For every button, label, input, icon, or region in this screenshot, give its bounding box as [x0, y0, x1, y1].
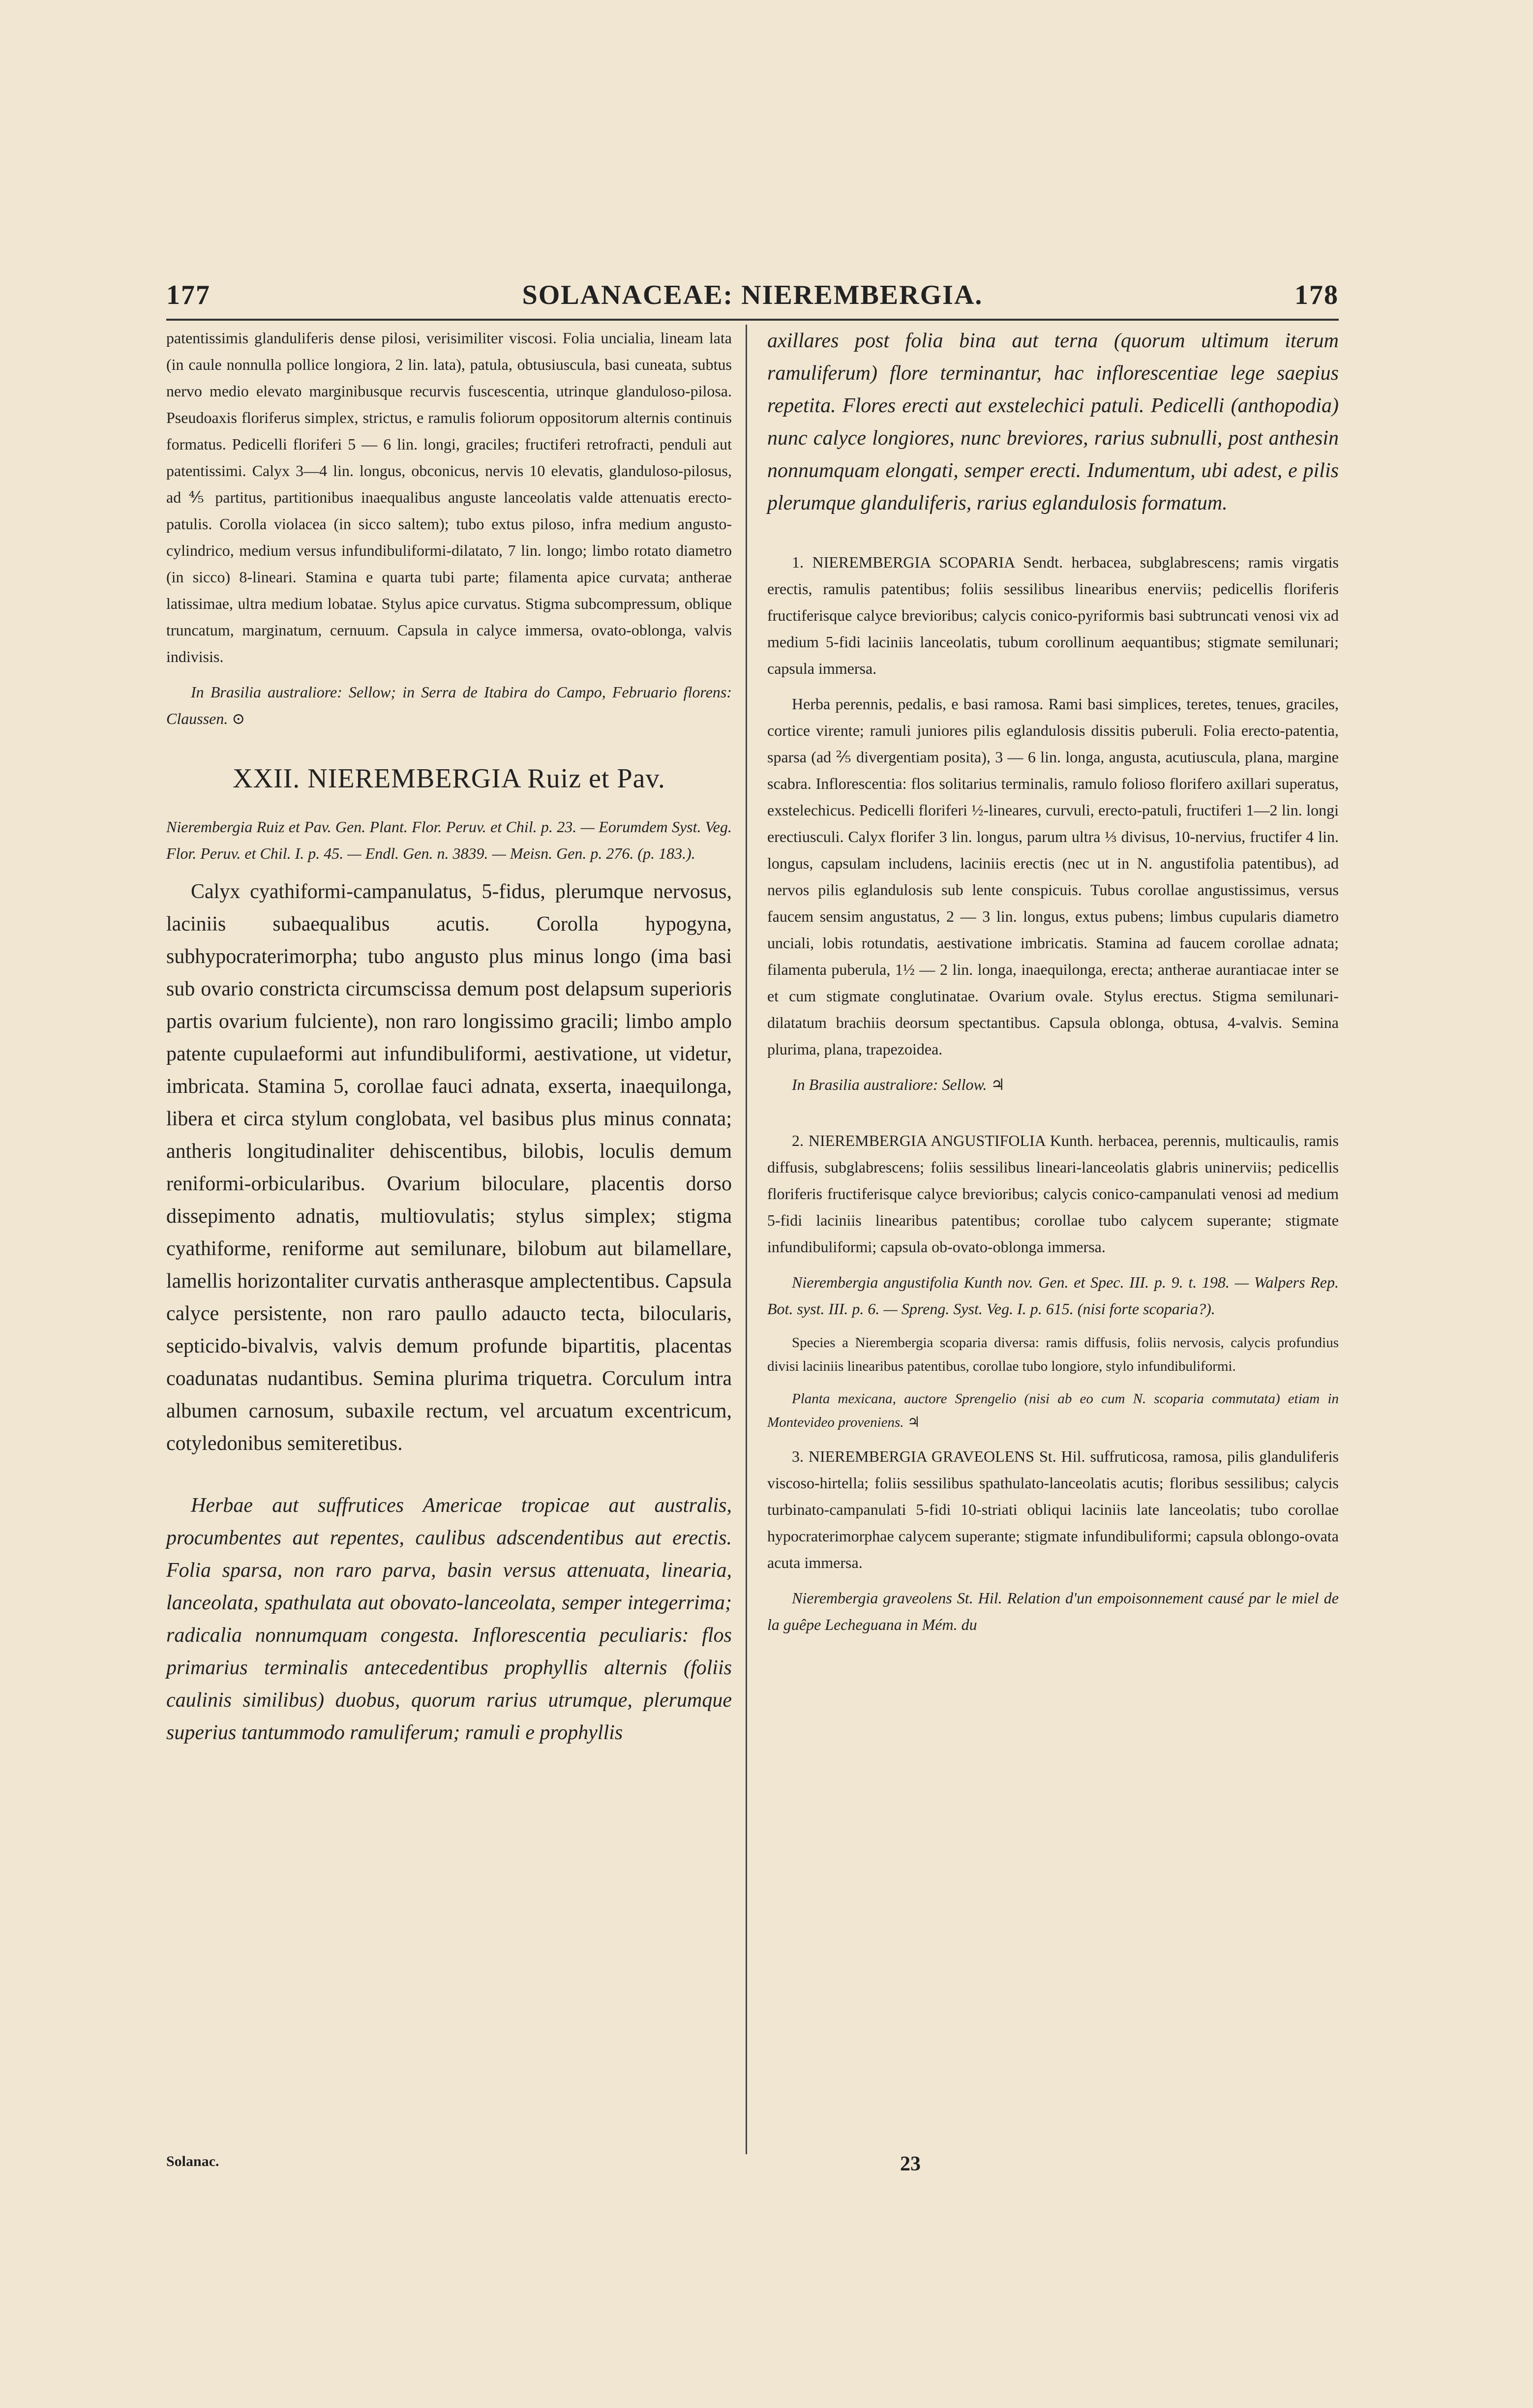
genus-habit: Herbae aut suffrutices Americae tropicae aut australis, procumbentes aut repentes, caulibus adscendentibus aut erectis. Folia sparsa, non raro parva, basin versus attenuata, linearia, lanceolata, spathulata aut obovato-lanceolata, semper integerrima; radicalia nonnumquam congesta. Inflorescentia peculiaris: flos primarius terminalis antecedentibus prophyllis alternis (foliis caulinis similibus) duobus, quorum rarius utrumque, plerumque superius tantummodo ramuliferum; ramuli e prophyllis	[166, 1494, 732, 1744]
genus-heading: XXII. NIEREMBERGIA Ruiz et Pav.	[233, 763, 665, 794]
genus-synonymy: Nierembergia Ruiz et Pav. Gen. Plant. Flor. Peruv. et Chil. p. 23. — Eorumdem Syst. Veg. Flor. Peruv. et Chil. I. p. 45. — Endl. Gen. n. 3839. — Meisn. Gen. p. 276. (p. 183.).	[166, 817, 732, 862]
running-title: SOLANACEAE: NIEREMBERGIA.	[522, 280, 983, 310]
page-number-right: 178	[1294, 280, 1339, 310]
page-number-left: 177	[166, 280, 210, 310]
species-1-locality: In Brasilia australiore: Sellow. ♃	[792, 1076, 1005, 1093]
right-column	[767, 325, 1339, 1647]
genus-description: Calyx cyathiformi-campanulatus, 5-fidus, plerumque nervosus, laciniis subaequalibus acutis. Corolla hypogyna, subhypocraterimorpha; tubo angusto plus minus longo (ima basi sub ovario constricta circumscissa demum post delapsum superioris partis ovarium fulciente), non raro longissimo gracili; limbo amplo patente cupulaeformi aut infundibuliformi, aestivatione, ut videtur, imbricata. Stamina 5, corollae fauci adnata, exserta, inaequilonga, libera et circa stylum conglobata, vel basibus plus minus connata; antheris longitudinaliter dehiscentibus, bilobis, loculis demum reniformi-orbicularibus. Ovarium biloculare, placentis dorso dissepimento adnatis, multiovulatis; stylus simplex; stigma cyathiforme, reniforme aut semilunare, bilobum aut bilamellare, lamellis horizontaliter curvatis antherasque amplectentibus. Capsula calyce persistente, non raro paullo adaucto tecta, bilocularis, septicido-bivalvis, valvis demum profunde bipartitis, placentas coadunatas nudantibus. Semina plurima triquetra. Corculum intra albumen carnosum, subaxile rectum, vel arcuatum excentricum, cotyledonibus semiteretibus.	[166, 880, 732, 1455]
signature-label: Solanac.	[166, 2153, 219, 2169]
sheet-number: 23	[900, 2153, 921, 2175]
species-3-diagnosis: 3. NIEREMBERGIA GRAVEOLENS St. Hil. suffruticosa, ramosa, pilis glanduliferis viscoso-hirtella; foliis sessilibus spathulato-lanceolatis acutis; floribus sessilibus; calycis turbinato-campanulati 5-fidi 10-striati obliqui laciniis late lanceolatis; tubo corollae hypocraterimorphae calycem superante; stigmate infundibuliformi; capsula oblongo-ovata acuta immersa.	[767, 1447, 1339, 1571]
left-column	[166, 325, 732, 1758]
species-2-locality: Planta mexicana, auctore Sprengelio (nisi ab eo cum N. scoparia commutata) etiam in Montevideo proveniens. ♃	[767, 1391, 1339, 1430]
left-description-paragraph: patentissimis glanduliferis dense pilosi, verisimiliter viscosi. Folia uncialia, lineam lata (in caule nonnulla pollice longiora, 2 lin. lata), patula, obtusiuscula, basi cuneata, subtus nervo medio elevato marginibusque recurvis fuscescentia, utrinque glanduloso-pilosa. Pseudoaxis floriferus simplex, strictus, e ramulis foliorum oppositorum alternis continuis formatus. Pedicelli floriferi 5 — 6 lin. longi, graciles; fructiferi retrofracti, penduli aut patentissimi. Calyx 3—4 lin. longus, obconicus, nervis 10 elevatis, glanduloso-pilosus, ad ⅘ partitus, partitionibus inaequalibus anguste lanceolatis valde attenuatis erecto-patulis. Corolla violacea (in sicco saltem); tubo extus piloso, infra medium angusto-cylindrico, medium versus infundibuliformi-dilatato, 7 lin. longo; limbo rotato diametro (in sicco) 8-lineari. Stamina e quarta tubi parte; filamenta apice curvata; antherae latissimae, ultra medium lobatae. Stylus apice curvatus. Stigma subcompressum, oblique truncatum, marginatum, cernuum. Capsula in calyce immersa, ovato-oblonga, valvis indivisis.	[166, 329, 732, 665]
habit-continued: axillares post folia bina aut terna (quorum ultimum iterum ramuliferum) flore terminantur, hac inflorescentiae lege saepius repetita. Flores erecti aut exstelechici patuli. Pedicelli (anthopodia) nunc calyce longiores, nunc breviores, rarius subnulli, post anthesin nonnumquam elongati, semper erecti. Indumentum, ubi adest, e pilis plerumque glanduliferis, rarius eglandulosis formatum.	[767, 330, 1339, 514]
header-rule	[166, 319, 1339, 321]
species-1-description: Herba perennis, pedalis, e basi ramosa. Rami basi simplices, teretes, tenues, graciles, cortice virente; ramuli juniores pilis eglandulosis dissitis puberuli. Folia erecto-patentia, sparsa (ad ⅖ divergentiam posita), 3 — 6 lin. longa, angusta, acutiuscula, plana, margine scabra. Inflorescentia: flos solitarius terminalis, ramulo folioso florifero axillari superatus, exstelechicus. Pedicelli floriferi ½-lineares, curvuli, erecto-patuli, fructiferi 1—2 lin. longi erectiusculi. Calyx florifer 3 lin. longus, parum ultra ⅓ divisus, 10-nervius, fructifer 4 lin. longus, capsulam includens, laciniis erectis (nec ut in N. angustifolia patentibus), ad nervos pilis eglandulosis sub lente conspicuis. Tubus corollae angustissimus, versus faucem sensim angustatus, 2 — 3 lin. longus, extus pubens; limbus cupularis diametro unciali, lobis rotundatis, aestivatione imbricatis. Stamina ad faucem corollae adnata; filamenta puberula, 1½ — 2 lin. longa, inaequilonga, erecta; antherae aurantiacae inter se et cum stigmate conglutinatae. Ovarium ovale. Stylus erectus. Stigma semilunari-dilatatum brachiis deorsum spectantibus. Capsula oblonga, obtusa, 4-valvis. Semina plurima, plana, trapezoidea.	[767, 695, 1339, 1058]
species-2-note: Species a Nierembergia scoparia diversa: ramis diffusis, foliis nervosis, calycis profundius divisi laciniis linearibus patentibus, corollae tubo longiore, stylo infundibuliformi.	[767, 1335, 1339, 1374]
column-divider	[746, 325, 747, 2154]
left-locality: In Brasilia australiore: Sellow; in Serra de Itabira do Campo, Februario florens: Claussen. ⊙	[166, 683, 732, 727]
species-2-diagnosis: 2. NIEREMBERGIA ANGUSTIFOLIA Kunth. herbacea, perennis, multicaulis, ramis diffusis, subglabrescens; foliis sessilibus lineari-lanceolatis glabris uninerviis; pedicellis floriferis fructiferisque calyce brevioribus; calycis conico-campanulati venosi ad medium 5-fidi laciniis linearibus patentibus; corollae tubo calycem superante; stigmate infundibuliformi; capsula ob-ovato-oblonga immersa.	[767, 1132, 1339, 1256]
species-1-diagnosis: 1. NIEREMBERGIA SCOPARIA Sendt. herbacea, subglabrescens; ramis virgatis erectis, ramulis patentibus; foliis sessilibus linearibus enerviis; pedicellis floriferis fructiferisque calyce brevioribus; calycis conico-pyriformis basi subtruncati venosi vix ad medium 5-fidi laciniis lanceolatis, tubum corollinum aequantibus; stigmate semilunari; capsula immersa.	[767, 553, 1339, 677]
species-3-synonymy: Nierembergia graveolens St. Hil. Relation d'un empoisonnement causé par le miel de la guêpe Lecheguana in Mém. du	[767, 1589, 1339, 1633]
species-2-synonymy: Nierembergia angustifolia Kunth nov. Gen. et Spec. III. p. 9. t. 198. — Walpers Rep. Bot. syst. III. p. 6. — Spreng. Syst. Veg. I. p. 615. (nisi forte scoparia?).	[767, 1273, 1339, 1318]
running-header	[166, 279, 1339, 319]
